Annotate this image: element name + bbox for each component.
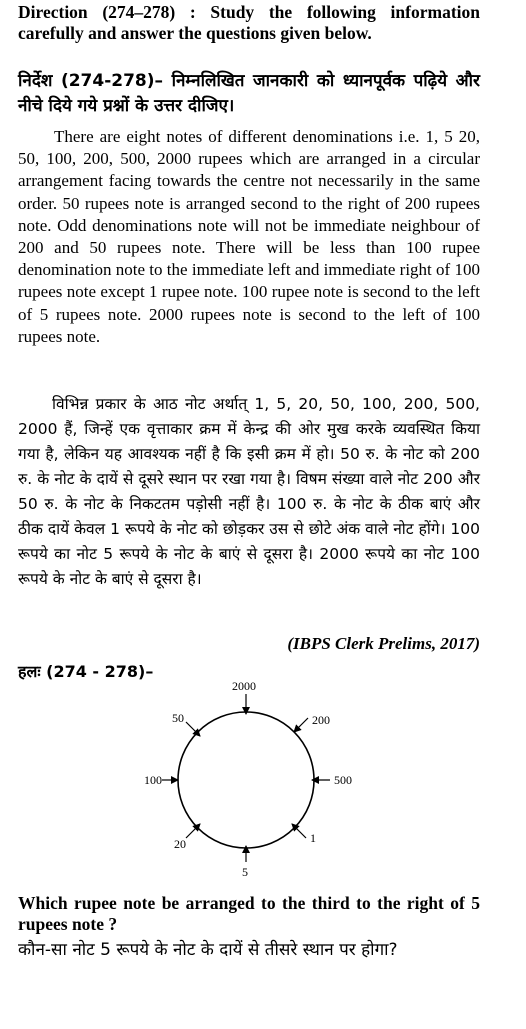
direction-hindi: निर्देश (274-278)– निम्नलिखित जानकारी को ध्यानपूर्वक पढ़िये और नीचे दिये गये प्रश्नों के उत्तर दीजिए। <box>18 71 480 116</box>
arrow-50 <box>186 722 200 736</box>
note-20: 20 <box>174 837 186 851</box>
direction-english: Direction (274–278) : Study the following information carefully and answer the questions given below. <box>18 2 480 43</box>
note-100: 100 <box>144 773 162 787</box>
note-5: 5 <box>242 865 248 879</box>
question-hindi: कौन-सा नोट 5 रूपये के नोट के दायें से तीसरे स्थान पर होगा? <box>18 940 398 960</box>
circular-arrangement-diagram <box>0 672 526 902</box>
paragraph-hindi: विभिन्न प्रकार के आठ नोट अर्थात् 1, 5, 20, 50, 100, 200, 500, 2000 हैं, जिन्हें एक वृत्ताकार क्रम में केन्द्र की ओर मुख करके व्यवस्थित किया गया है, लेकिन यह आवश्यक नहीं है कि इसी क्रम में हो। 50 रु. के नोट को 200 रु. के नोट के दायें से दूसरे स्थान पर रखा गया है। विषम संख्या वाले नोट 200 और 50 रु. के नोट के निकटतम पड़ोसी नहीं है। 100 रु. के नोट के ठीक बाएं और ठीक दायें केवल 1 रूपये के नोट को छोड़कर उस से छोटे अंक वाले नोट होंगे। 100 रूपये का नोट 5 रूपये के नोट के बाएं से दूसरा है। 2000 रूपये का नोट 100 रूपये के नोट के बाएं से दूसरा है। <box>18 395 480 588</box>
note-500: 500 <box>334 773 352 787</box>
paragraph-english: There are eight notes of different denominations i.e. 1, 5 20, 50, 100, 200, 500, 2000 rupees which are arranged in a circular arrangement facing towards the centre not necessarily in the same order. 50 rupees note is arranged second to the right of 200 rupees note. Odd denominations note will not be immediate neighbour of 200 and 50 rupees note. There will be less than 100 rupee denomination note to the immediate left and immediate right of 100 rupees note except 1 rupee note. 100 rupee note is second to the left of 5 rupees note. 2000 rupees note is second to the left of 100 rupees note. <box>18 127 480 346</box>
note-1: 1 <box>310 831 316 845</box>
arrow-20 <box>186 824 200 838</box>
arrow-200 <box>294 718 308 732</box>
arrow-1 <box>292 824 306 838</box>
solution-label: हलः (274 - 278)– <box>18 662 154 681</box>
arrangement-circle <box>178 712 314 848</box>
note-2000: 2000 <box>232 679 256 693</box>
note-50: 50 <box>172 711 184 725</box>
question-english: Which rupee note be arranged to the third to the right of 5 rupees note ? <box>18 893 480 934</box>
note-200: 200 <box>312 713 330 727</box>
source-citation: (IBPS Clerk Prelims, 2017) <box>287 634 480 653</box>
